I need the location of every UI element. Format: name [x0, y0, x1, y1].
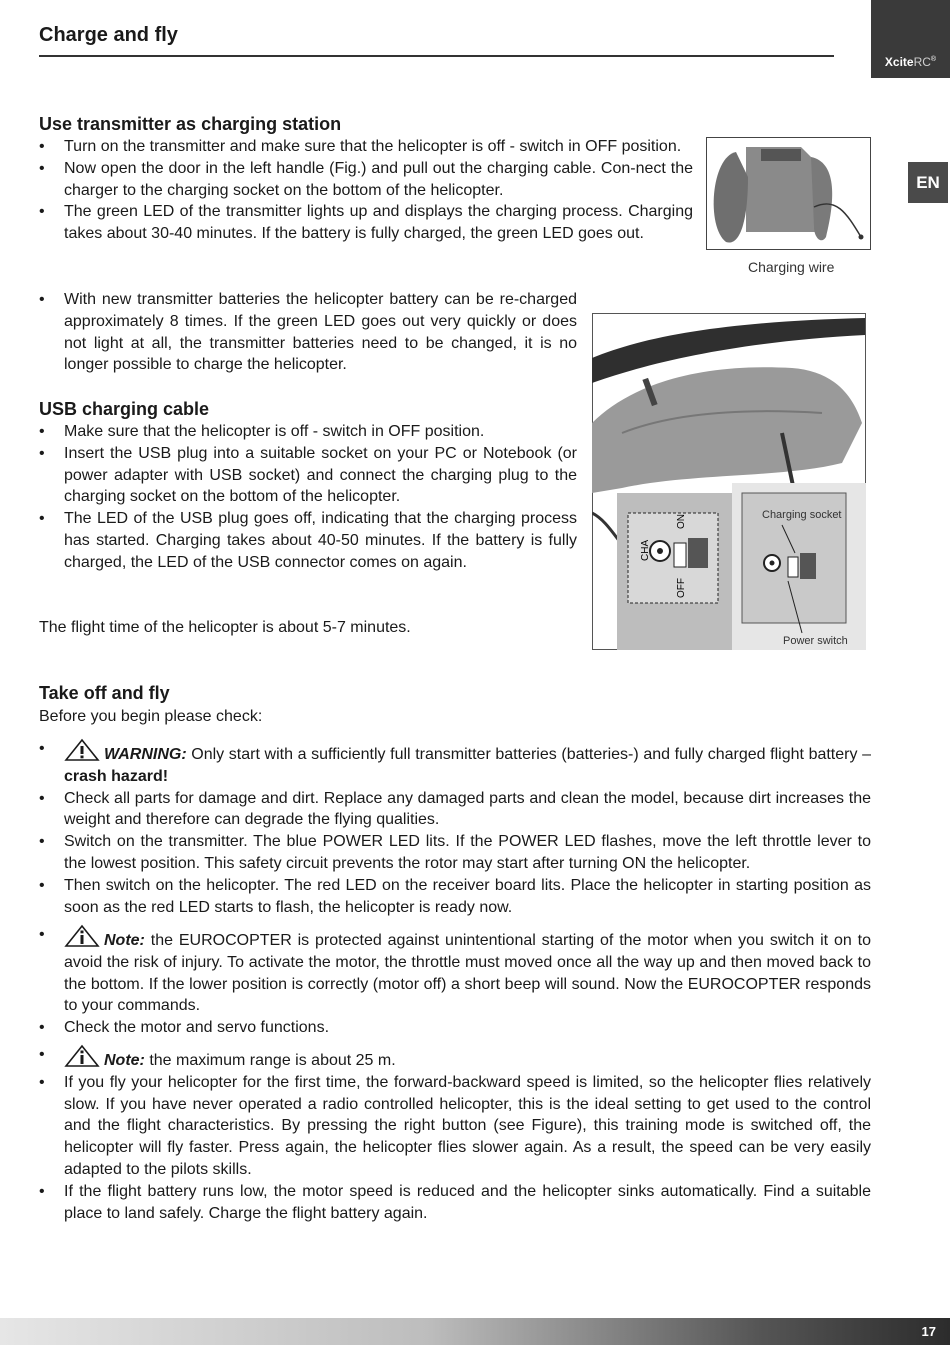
list-item: • With new transmitter batteries the helicopter battery can be re-charged approximately 8 times. If the green LED goes out very quickly or does not light at all, the transmitter batteries need to be changed, it is no longer possible to charge the helicopter. — [39, 289, 577, 376]
info-icon — [64, 1044, 100, 1068]
transmitter-charging-list-cont — [39, 289, 577, 376]
list-item: • Insert the USB plug into a suitable socket on your PC or Notebook (or power adapter with USB socket) and connect the charging plug to the charging socket on the bottom of the helicopter. — [39, 443, 577, 508]
section-heading-usb-charging: USB charging cable — [39, 399, 210, 419]
list-item: • Turn on the transmitter and make sure that the helicopter is off - switch in OFF position. — [39, 136, 693, 158]
list-item: • If you fly your helicopter for the first time, the forward-backward speed is limited, so the helicopter flies relatively slow. If you have never operated a radio controlled helicopter, this is the ideal setting to get used to the control and the flight characteristics. By pressing the right button (see Figure), this training mode is switched off, the helicopter will fly faster. Press again, the helicopter flies slower again. As a result, the speed can be very easily adapted to the pilots skills. — [39, 1072, 871, 1181]
list-item: • If the flight battery runs low, the motor speed is reduced and the helicopter sinks automatically. Find a suitable place to land safely. Charge the flight battery again. — [39, 1181, 871, 1225]
brand-logo-text: XciteRC® — [884, 55, 937, 69]
list-item: • Now open the door in the left handle (Fig.) and pull out the charging cable. Con-nect the charger to the charging socket on the bottom of the helicopter. — [39, 158, 693, 202]
transmitter-charging-list — [39, 136, 693, 245]
language-tab: EN — [908, 162, 948, 203]
usb-charging-list — [39, 421, 577, 574]
brand-logo — [871, 0, 950, 78]
switch-off-label: OFF — [676, 578, 687, 598]
list-item: • Make sure that the helicopter is off - switch in OFF position. — [39, 421, 577, 443]
charging-wire-caption: Charging wire — [748, 259, 835, 275]
takeoff-checklist — [39, 738, 871, 918]
note-label: Note: — [104, 1052, 145, 1069]
checklist-intro: Before you begin please check: — [39, 708, 263, 725]
section-heading-take-off: Take off and fly — [39, 683, 170, 703]
list-item: • The LED of the USB plug goes off, indicating that the charging process has started. Charging takes about 40-50 minutes. If the battery is fully charged, the LED of the USB connector comes on again. — [39, 508, 577, 573]
transmitter-illustration — [706, 137, 871, 250]
list-item-note: • Note: the maximum range is about 25 m. — [39, 1044, 871, 1072]
crash-hazard-text: crash hazard! — [64, 767, 169, 785]
power-switch-caption: Power switch — [783, 635, 848, 647]
list-item: • Switch on the transmitter. The blue POWER LED lits. If the POWER LED flashes, move the left throttle lever to the lowest position. This safety circuit prevents the rotor may start after turning ON the helicopter. — [39, 831, 871, 875]
warning-label: WARNING: — [104, 746, 187, 763]
footer-bar — [0, 1318, 950, 1345]
info-icon — [64, 924, 100, 948]
helicopter-illustration — [592, 313, 866, 650]
title-divider — [39, 55, 834, 57]
list-item: • Check the motor and servo functions. — [39, 1017, 871, 1039]
flight-time-text: The flight time of the helicopter is about 5-7 minutes. — [39, 619, 411, 636]
charging-socket-caption: Charging socket — [762, 509, 842, 521]
list-item: • Check all parts for damage and dirt. Replace any damaged parts and clean the model, because dirt increases the weight and therefore can degrade the flying qualities. — [39, 788, 871, 832]
list-item-note: • Note: the EUROCOPTER is protected against unintentional starting of the motor when you switch it on to avoid the risk of injury. To activate the motor, the throttle must moved once all the way up and then moved back to the bottom. If the lower position is correctly (motor off) a short beep will sound. Now the EUROCOPTER responds to your commands. — [39, 924, 871, 1017]
warning-icon — [64, 738, 100, 762]
switch-cha-label: CHA — [640, 539, 651, 561]
switch-on-label: ON — [676, 514, 687, 529]
page-title: Charge and fly — [39, 24, 178, 46]
page-number: 17 — [921, 1324, 936, 1339]
list-item: • Then switch on the helicopter. The red LED on the receiver board lits. Place the helicopter in starting position as soon as the red LED starts to flash, the helicopter is ready now. — [39, 875, 871, 919]
section-heading-transmitter-charging: Use transmitter as charging station — [39, 114, 342, 134]
takeoff-checklist-final — [39, 1044, 871, 1224]
note-label: Note: — [104, 932, 145, 949]
takeoff-checklist-notes — [39, 924, 871, 1039]
list-item-warning: • WARNING: Only start with a sufficiently full transmitter batteries (batteries-) and fully charged flight battery – crash hazard! — [39, 738, 871, 788]
list-item: • The green LED of the transmitter lights up and displays the charging process. Charging takes about 30-40 minutes. If the battery is fully charged, the green LED goes out. — [39, 201, 693, 245]
